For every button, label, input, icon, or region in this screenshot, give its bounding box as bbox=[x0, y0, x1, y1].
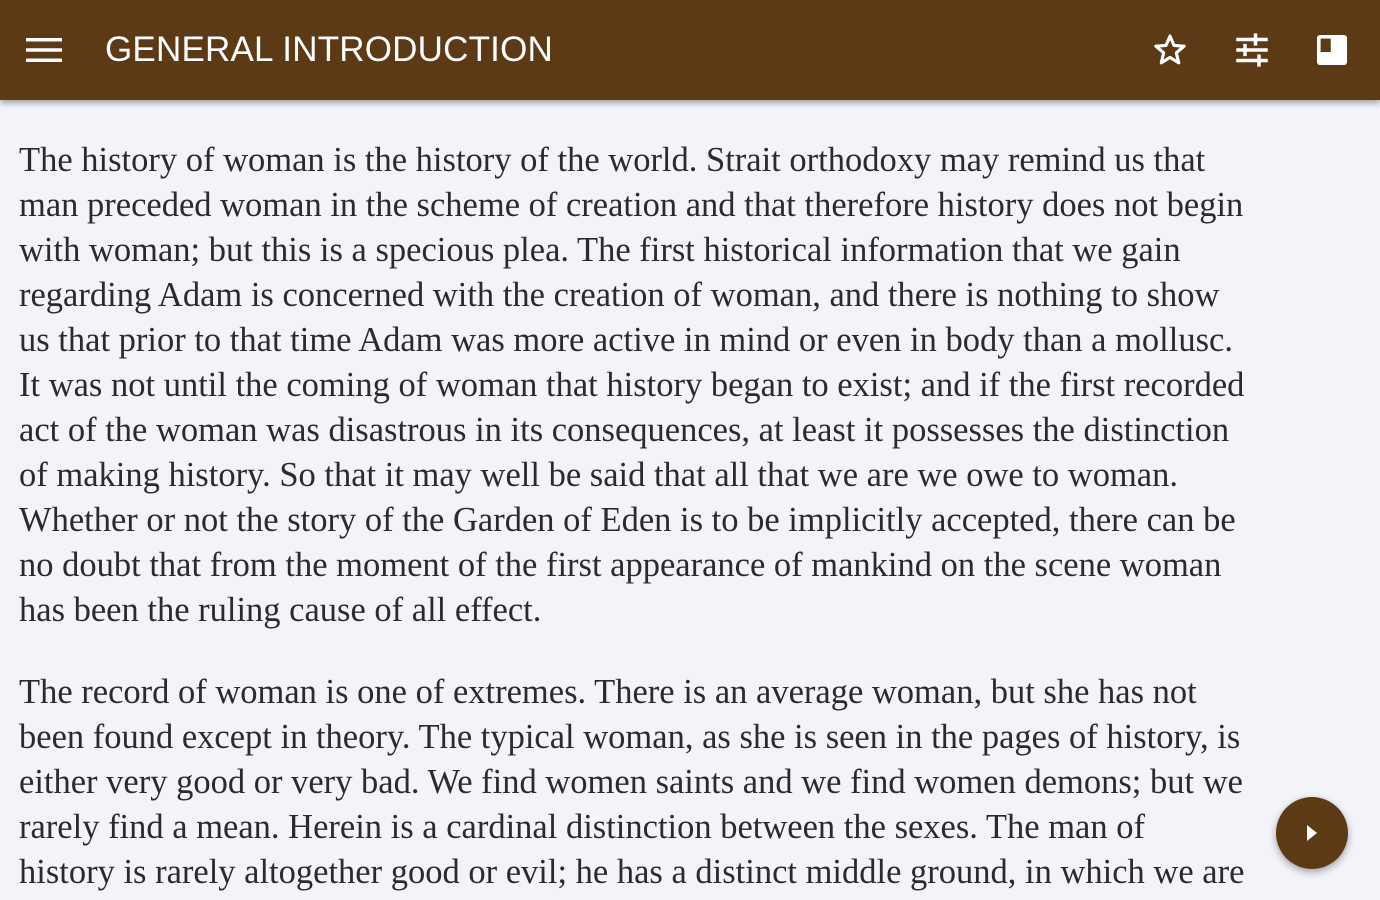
book-view-icon bbox=[1313, 31, 1351, 69]
play-arrow-icon bbox=[1302, 821, 1322, 845]
reading-area[interactable] bbox=[0, 100, 1380, 900]
text-line: with woman; but this is a specious plea. The first historical information that we gain bbox=[19, 231, 1181, 269]
text-line: The history of woman is the history of the world. Strait orthodoxy may remind us that bbox=[19, 141, 1206, 179]
text-line: The record of woman is one of extremes. There is an average woman, but she has not bbox=[19, 673, 1197, 711]
text-line: history is rarely altogether good or evil; he has a distinct middle ground, in which we are bbox=[19, 853, 1245, 891]
text-line: has been the ruling cause of all effect. bbox=[19, 591, 542, 629]
text-line: rarely find a mean. Herein is a cardinal distinction between the sexes. The man of bbox=[19, 808, 1145, 846]
paragraph bbox=[19, 138, 1369, 633]
menu-button[interactable] bbox=[20, 26, 68, 74]
view-mode-button[interactable] bbox=[1308, 26, 1356, 74]
settings-button[interactable] bbox=[1228, 26, 1276, 74]
paragraph bbox=[19, 670, 1369, 895]
page-title: GENERAL INTRODUCTION bbox=[105, 30, 554, 69]
text-line: us that prior to that time Adam was more active in mind or even in body than a mollusc. bbox=[19, 321, 1233, 359]
text-line: man preceded woman in the scheme of creation and that therefore history does not begin bbox=[19, 186, 1244, 224]
text-line: no doubt that from the moment of the first appearance of mankind on the scene woman bbox=[19, 546, 1222, 584]
text-line: been found except in theory. The typical woman, as she is seen in the pages of history, is bbox=[19, 718, 1241, 756]
bookmark-button[interactable] bbox=[1146, 26, 1194, 74]
star-outline-icon bbox=[1151, 31, 1189, 69]
text-line: either very good or very bad. We find women saints and we find women demons; but we bbox=[19, 763, 1243, 801]
next-page-button[interactable] bbox=[1276, 797, 1348, 869]
text-line: of making history. So that it may well be said that all that we are we owe to woman. bbox=[19, 456, 1178, 494]
text-line: It was not until the coming of woman that history began to exist; and if the first recorded bbox=[19, 366, 1245, 404]
menu-icon bbox=[26, 36, 62, 64]
top-app-bar bbox=[0, 0, 1380, 100]
tune-sliders-icon bbox=[1231, 29, 1273, 71]
text-line: act of the woman was disastrous in its consequences, at least it possesses the distinction bbox=[19, 411, 1230, 449]
text-line: regarding Adam is concerned with the creation of woman, and there is nothing to show bbox=[19, 276, 1220, 314]
text-line: Whether or not the story of the Garden of Eden is to be implicitly accepted, there can be bbox=[19, 501, 1236, 539]
